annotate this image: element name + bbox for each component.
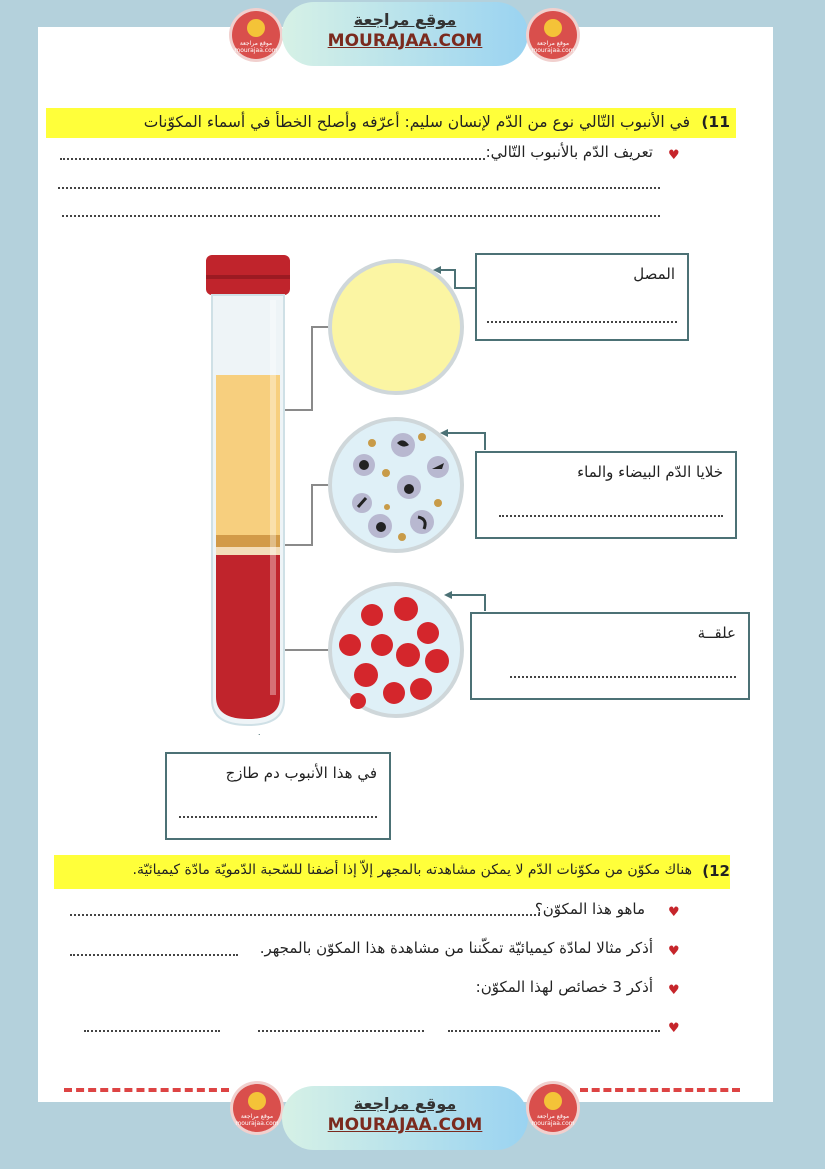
site-banner-top[interactable] bbox=[282, 2, 528, 66]
tube-label: في هذا الأنبوب دم طازج bbox=[225, 764, 377, 782]
red-cells-label: علقــة bbox=[697, 624, 736, 642]
answer-line[interactable] bbox=[487, 321, 677, 323]
heart-bullet-icon: ♥ bbox=[668, 944, 680, 959]
plasma-label: المصل bbox=[633, 265, 675, 283]
heart-bullet-icon: ♥ bbox=[668, 1021, 680, 1036]
red-cells-label-box bbox=[470, 612, 750, 700]
answer-line[interactable] bbox=[62, 215, 660, 217]
answer-line[interactable] bbox=[499, 515, 723, 517]
answer-line[interactable] bbox=[448, 1030, 660, 1032]
answer-line[interactable] bbox=[84, 1030, 220, 1032]
site-name-arabic: موقع مراجعة bbox=[353, 10, 457, 29]
q12-item-3: أذكر 3 خصائص لهذا المكوّن: bbox=[475, 978, 653, 996]
tube-label-box bbox=[165, 752, 391, 840]
q12-item-2: أذكر مثالا لمادّة كيميائيّة تمكّننا من مشاهدة هذا المكوّن بالمجهر. bbox=[259, 939, 653, 957]
answer-line[interactable] bbox=[258, 1030, 424, 1032]
q12-text: هناك مكوّن من مكوّنات الدّم لا يمكن مشاهدته بالمجهر إلاّ إذا أضفنا للسّحبة الدّمويّة مادّة كيميائيّة. bbox=[132, 862, 692, 878]
plasma-label-box bbox=[475, 253, 689, 341]
site-name-english: MOURAJAA.COM bbox=[327, 31, 483, 51]
q11-text: في الأنبوب التّالي نوع من الدّم لإنسان سليم: أعرّفه وأصلح الخطأ في أسماء المكوّنات bbox=[143, 113, 690, 131]
site-logo-left: موقع مراجعة mourajaa.com bbox=[232, 11, 280, 59]
answer-line[interactable] bbox=[510, 676, 736, 678]
q12-number: 12) bbox=[702, 862, 730, 880]
cut-line bbox=[580, 1088, 740, 1092]
answer-line[interactable] bbox=[70, 914, 540, 916]
site-name-arabic: موقع مراجعة bbox=[353, 1094, 457, 1113]
answer-line[interactable] bbox=[58, 187, 660, 189]
site-banner-bottom[interactable] bbox=[282, 1086, 528, 1150]
site-logo-right: موقع مراجعة mourajaa.com bbox=[529, 1084, 577, 1132]
q11-number: 11) bbox=[701, 113, 730, 131]
heart-bullet-icon: ♥ bbox=[668, 148, 680, 163]
q11-definition-prompt: تعريف الدّم بالأنبوب التّالي: bbox=[485, 143, 653, 161]
q12-item-1: ماهو هذا المكوّن؟ bbox=[534, 900, 645, 918]
white-cells-label-box bbox=[475, 451, 737, 539]
heart-bullet-icon: ♥ bbox=[668, 905, 680, 920]
answer-line[interactable] bbox=[70, 954, 238, 956]
heart-bullet-icon: ♥ bbox=[668, 983, 680, 998]
cut-line bbox=[64, 1088, 229, 1092]
site-logo-left: موقع مراجعة mourajaa.com bbox=[233, 1084, 281, 1132]
site-name-english: MOURAJAA.COM bbox=[327, 1115, 483, 1135]
site-logo-right: موقع مراجعة mourajaa.com bbox=[529, 11, 577, 59]
white-cells-label: خلايا الدّم البيضاء والماء bbox=[577, 463, 723, 481]
answer-line[interactable] bbox=[179, 816, 377, 818]
answer-line[interactable] bbox=[60, 158, 485, 160]
